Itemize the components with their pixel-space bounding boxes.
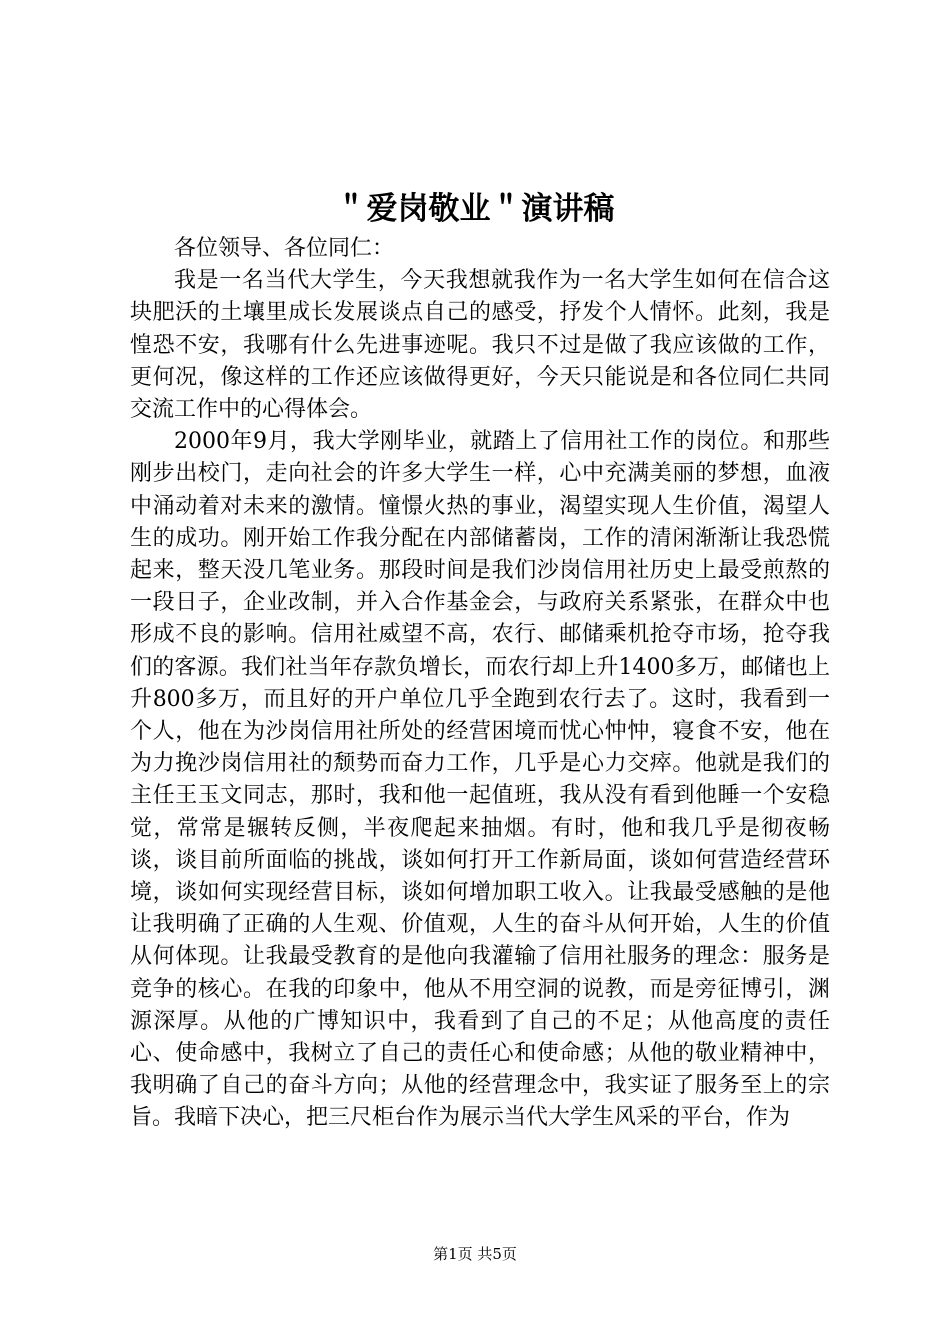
- paragraph-2: 2000年9月，我大学刚毕业，就踏上了信用社工作的岗位。和那些刚步出校门，走向社会的许多大学生一样，心中充满美丽的梦想，血液中涌动着对未来的激情。憧憬火热的事业，渴望实现人生价值，渴望人生的成功。刚开始工作我分配在内部储蓄岗，工作的清闲渐渐让我恐慌起来，整天没几笔业务。那段时间是我们沙岗信用社历史上最受煎熬的一段日子，企业改制，并入合作基金会，与政府关系紧张，在群众中也形成不良的影响。信用社威望不高，农行、邮储乘机抢夺市场，抢夺我们的客源。我们社当年存款负增长，而农行却上升1400多万，邮储也上升800多万，而且好的开户单位几乎全跑到农行去了。这时，我看到一个人，他在为沙岗信用社所处的经营困境而忧心忡忡，寝食不安，他在为力挽沙岗信用社的颓势而奋力工作，几乎是心力交瘁。他就是我们的主任王玉文同志，那时，我和他一起值班，我从没有看到他睡一个安稳觉，常常是辗转反侧，半夜爬起来抽烟。有时，他和我几乎是彻夜畅谈，谈目前所面临的挑战，谈如何打开工作新局面，谈如何营造经营环境，谈如何实现经营目标，谈如何增加职工收入。让我最受感触的是他让我明确了正确的人生观、价值观，人生的奋斗从何开始，人生的价值从何体现。让我最受教育的是他向我灌输了信用社服务的理念：服务是竞争的核心。在我的印象中，他从不用空洞的说教，而是旁征博引，渊源深厚。从他的广博知识中，我看到了自己的不足；从他高度的责任心、使命感中，我树立了自己的责任心和使命感；从他的敬业精神中，我明确了自己的奋斗方向；从他的经营理念中，我实证了服务至上的宗旨。我暗下决心，把三尺柜台作为展示当代大学生风采的平台，作为: [130, 429, 830, 1131]
- salutation: 各位领导、各位同仁：: [174, 236, 395, 261]
- document-title: ＂爱岗敬业＂演讲稿: [335, 191, 615, 227]
- page-footer: 第1页 共5页: [433, 1245, 517, 1263]
- document-body: [130, 233, 830, 1135]
- paragraph-1: 我是一名当代大学生，今天我想就我作为一名大学生如何在信合这块肥沃的土壤里成长发展谈点自己的感受，抒发个人情怀。此刻，我是惶恐不安，我哪有什么先进事迹呢。我只不过是做了我应该做的工作，更何况，像这样的工作还应该做得更好，今天只能说是和各位同仁共同交流工作中的心得体会。: [130, 268, 830, 423]
